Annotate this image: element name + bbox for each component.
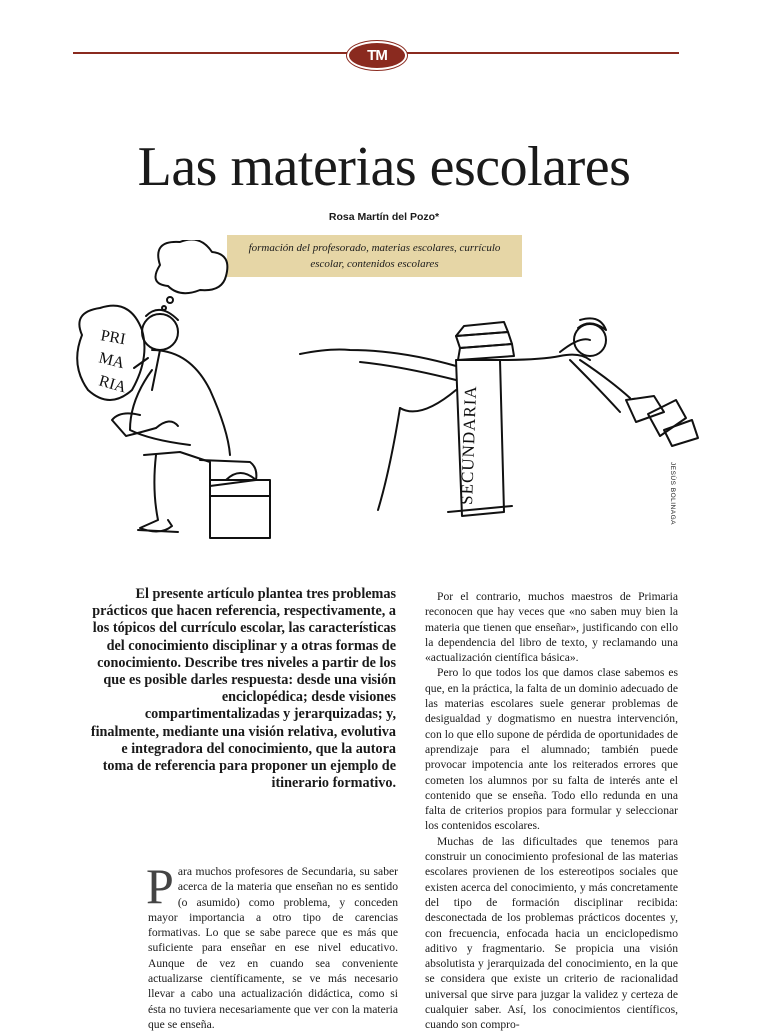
cartoon-illustration [60, 240, 710, 550]
thought-bubble-icon [156, 240, 228, 293]
drop-cap: P [146, 858, 174, 914]
secundaria-stand [448, 360, 512, 516]
paragraph: Pero lo que todos los que damos clase sabemos es que, en la práctica, la falta de un dominio adecuado de las materias escolares suele generar problemas de desigualdad y dogmatismo en nuestra intervención, con lo que ello supone de pérdida de oportunidades de aprendizaje para el alumnado; también puede provocar impotencia ante los reiterados errores que cometen los alumnos por su falta de interés ante el contenido que se enseña. Todo ello redunda en una falta de criterios propios para formular y seleccionar los contenidos escolares. [425, 666, 678, 833]
paragraph: Por el contrario, muchos maestros de Primaria reconocen que hay veces que «no saben muy bien la materia que tienen que enseñar», justificando con ello la dependencia del libro de texto, y reclamando una «actualización científica básica». [425, 590, 678, 665]
paragraph [146, 858, 398, 1032]
bubble-line-2: MA [97, 349, 127, 373]
paragraph-text: ara muchos profesores de Secundaria, su saber acerca de la materia que enseñan no es sentido (o asumido) como problema, y conceden mayor importancia a otro tipo de carencias formativas. Lo que se sabe parece que es más que suficiente para enseñar en ese nivel educativo. Aunque de vez en cuando sea conveniente actualizarse científicamente, se ve más necesario llevar a cabo una actualización didáctica, como si ésta no tuviera necesariamente que ver con la materia que se enseña. [148, 865, 398, 1031]
keywords-box: formación del profesorado, materias escolares, currículo escolar, contenidos escolares [227, 235, 522, 277]
author-name: Rosa Martín del Pozo* [328, 211, 440, 223]
paragraph: Muchas de las dificultades que tenemos para construir un conocimiento profesional de las materias escolares provienen de los estereotipos sociales que existen acerca del conocimiento, y más concretamente del tipo de formación disciplinar recibida: desconectada de los problemas prácticos docentes y, con frecuencia, enfocada hacia un enciclopedismo aditivo y fragmentario. Se propicia una visión absolutista y jerarquizada del conocimiento, en la que se considera que existe un criterio de racionalidad universal que sirve para juzgar la validez y certeza de cualquier saber. Así, los conocimientos científicos, cuando son compro- [425, 834, 678, 1032]
body-column-left [146, 858, 398, 1032]
body-column-right [425, 589, 678, 1033]
books-stack-icon [456, 322, 514, 360]
bubble-line-3: RIA [96, 372, 129, 397]
open-books-icon [626, 396, 698, 446]
stand-label: SECUNDARIA [457, 384, 481, 506]
seated-man-figure [112, 310, 256, 532]
article-title: Las materias escolares [137, 136, 631, 198]
article-abstract: El presente artículo plantea tres problemas prácticos que hacen referencia, respectivamente, a los tópicos del currículo escolar, las características del conocimiento disciplinar y a otras formas de conocimiento. Describe tres niveles a partir de los que es posible darles respuesta: desde una visión enciclopédica; desde visiones compartimentalizadas y jerarquizadas; y, finalmente, mediante una visión relativa, evolutiva e integradora del conocimiento, que la autora toma de referencia para proponer un ejemplo de itinerario formativo. [90, 586, 396, 792]
bubble-line-1: PRI [99, 327, 127, 349]
magazine-logo: TM [347, 41, 407, 70]
illustration-credit: JESÚS BOLINAGA [669, 462, 676, 525]
